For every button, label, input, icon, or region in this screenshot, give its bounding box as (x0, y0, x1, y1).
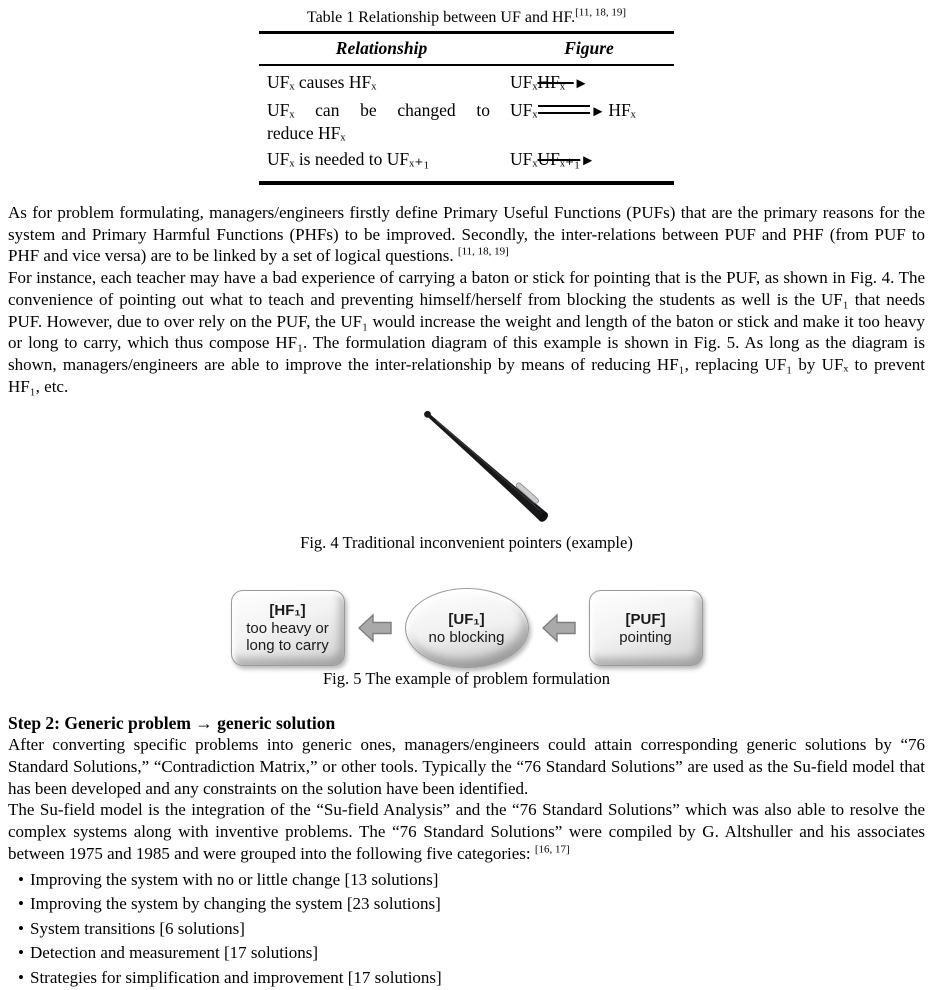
table1-r1-relationship: UFₓ causes HFₓ (267, 72, 377, 92)
paragraph-text: The Su-field model is the integration of the “Su-field Analysis” and the “76 Standard Solutions” which was also able to resolve the complex systems along with inventive problems. The “76 Standard Solutions” were compiled by G. Altshuller and his associates between 1975 and 1985 and were grouped into the following five categories: (8, 800, 925, 863)
left-block-arrow-icon (542, 612, 576, 644)
bullet-icon: • (18, 943, 24, 963)
puf-node (589, 590, 703, 666)
arrowhead-icon: ► (590, 104, 605, 120)
citation: [11, 18, 19] (457, 245, 509, 258)
bullet-icon: • (18, 918, 24, 938)
relationship-line2: reduce HFₓ (267, 123, 346, 143)
paragraph-generic-solutions: After converting specific problems into generic ones, managers/engineers could attain corresponding generic solutions by “76 Standard Solutions,” “Contradiction Matrix,” or other tools. Typically the “76 Standard Solutions” are used as the Su-field model that has been developed and any constraints on the solution have been identified. (8, 735, 925, 798)
paragraph-text: As for problem formulating, managers/engineers firstly define Primary Useful Functions (PUFs) that are the primary reasons for the system and Primary Harmful Functions (PHFs) to be improved. Secondly, the inter-relations between PUF and PHF (from PUF to PHF and vice versa) are to be linked by a set of logical questions. (8, 203, 925, 266)
hf-node-label: [HF₁] (269, 602, 306, 620)
table1-r2-figure (504, 98, 674, 147)
table-row (259, 70, 674, 98)
table1-header-figure: Figure (564, 38, 614, 58)
baton-pointer-illustration (406, 405, 586, 531)
table1-r3-figure (504, 147, 674, 175)
table-row (259, 147, 674, 175)
list-item-text: Improving the system by changing the system [23 solutions] (30, 894, 441, 914)
puf-node-label: [PUF] (625, 610, 666, 628)
paragraph-problem-formulating (8, 202, 925, 267)
list-item-text: System transitions [6 solutions] (30, 918, 245, 938)
table1 (259, 31, 674, 185)
citation: [16, 17] (534, 843, 570, 856)
table1-title-citation: [11, 18, 19] (575, 6, 627, 19)
list-item-text: Strategies for simplification and improvement [17 solutions] (30, 967, 442, 987)
figure4-image (8, 405, 925, 533)
table1-body (259, 66, 674, 181)
bullet-icon: • (18, 869, 24, 889)
figure-expr-prefix: UFₓ (510, 149, 538, 169)
table1-header-row (259, 34, 674, 66)
double-line-icon (538, 105, 590, 114)
table1-r3-relationship: UFₓ is needed to UFₓ₊₁ (267, 149, 430, 169)
figure-expr-prefix: UFₓ (510, 72, 538, 92)
table1-header-relationship: Relationship (335, 38, 428, 58)
solutions-category-list (8, 868, 925, 990)
figure-expr-prefix: UFₓ (510, 100, 538, 120)
step2-heading: Step 2: Generic problem → generic solution (8, 713, 336, 734)
bullet-icon: • (18, 967, 24, 987)
list-item (8, 966, 925, 990)
figure-expr-suffix: HFₓ (608, 100, 636, 120)
paragraph-sufield-model (8, 799, 925, 864)
puf-node-text: pointing (619, 628, 672, 646)
table1-section (8, 8, 925, 185)
uf-node-text: no blocking (428, 628, 505, 646)
figure-expr-struck: UFₓ₊₁ (537, 149, 581, 169)
relationship-line1: UFₓ can be changed to (267, 100, 490, 120)
uf-node-label: [UF₁] (448, 610, 485, 628)
paragraph-baton-example: For instance, each teacher may have a bad experience of carrying a baton or stick for pointing that is the PUF, as shown in Fig. 4. The convenience of pointing out what to teach and preventing himself/herself from blocking the students as well is the UF₁ that needs PUF. However, due to over rely on the PUF, the UF₁ would increase the weight and length of the baton or stick and make it too heavy or long to carry, which thus compose HF₁. The formulation diagram of this example is shown in Fig. 5. As long as the diagram is shown, managers/engineers are able to improve the inter-relationship by means of reducing HF₁, replacing UF₁ by UFₓ to prevent HF₁, etc. (8, 268, 925, 396)
table1-title (8, 8, 925, 28)
table1-r1-figure (504, 70, 674, 98)
list-item-text: Improving the system with no or little change [13 solutions] (30, 869, 439, 889)
list-item-text: Detection and measurement [17 solutions] (30, 943, 318, 963)
list-item (8, 868, 925, 893)
bullet-icon: • (18, 894, 24, 914)
figure4-caption: Fig. 4 Traditional inconvenient pointers (example) (300, 533, 633, 553)
table-row (259, 98, 674, 147)
figure-expr-struck: HFₓ– (537, 72, 574, 92)
hf-node (231, 590, 345, 666)
figure5-diagram (8, 587, 925, 669)
arrowhead-icon: ► (580, 153, 595, 169)
list-item (8, 917, 925, 942)
table1-r2-relationship (259, 98, 504, 147)
list-item (8, 941, 925, 966)
uf-node (405, 588, 529, 668)
arrowhead-icon: ► (573, 76, 588, 92)
table1-title-text: Table 1 Relationship between UF and HF. (306, 9, 576, 26)
list-item (8, 892, 925, 917)
figure5-caption: Fig. 5 The example of problem formulation (322, 669, 610, 689)
left-block-arrow-icon (358, 612, 392, 644)
hf-node-text: too heavy or long to carry (246, 620, 329, 655)
